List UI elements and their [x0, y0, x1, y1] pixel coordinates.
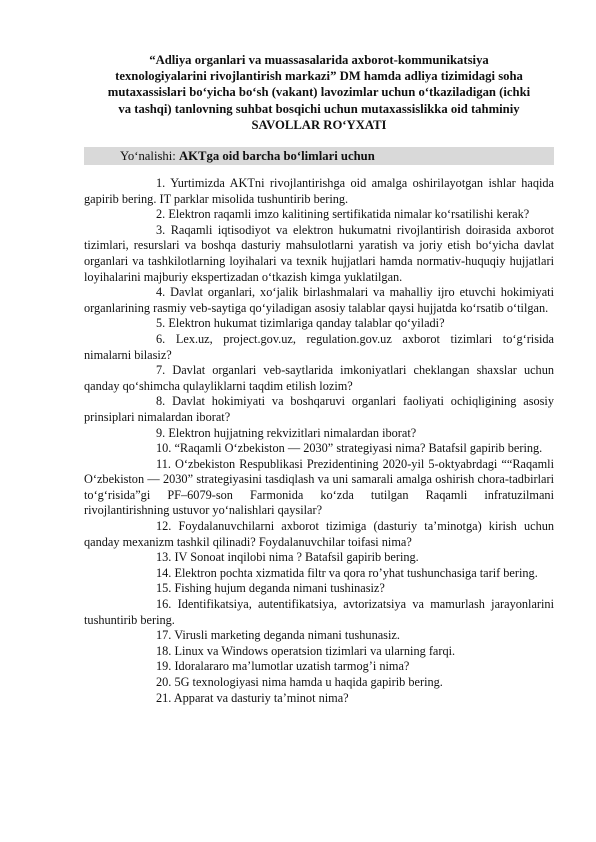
question-number: 11.	[156, 456, 171, 471]
question-number: 13.	[156, 550, 172, 565]
section-label: Yo‘nalishi:	[120, 149, 179, 164]
question-number: 3.	[156, 222, 166, 237]
question-text: Fishing hujum deganda nimani tushinasiz?	[174, 581, 385, 596]
question-number: 7.	[156, 363, 166, 378]
question-number: 1.	[156, 176, 166, 191]
question-text: Virusli marketing deganda nimani tushunasiz.	[174, 628, 400, 643]
question-item	[84, 207, 554, 223]
question-text: Davlat hokimiyati va boshqaruvi organlari faoliyati ochiqligining asosiy prinsiplari nimalardan iborat?	[84, 394, 554, 424]
question-text: O‘zbekiston Respublikasi Prezidentining 2020-yil 5-oktyabrdagi ““Raqamli O‘zbekiston — 2030” strategiyasini tasdiqlash va uni samarali amalga oshirish chora-tadbirlari to‘g‘risida”gi PF–6079-son Farmonida ko‘zda tutilgan Raqamli infratuzilmani rivojlantirishning ustuvor yo‘nalishlari qaysilar?	[84, 456, 555, 518]
question-item	[84, 691, 554, 707]
question-text: Raqamli iqtisodiyot va elektron hukumatni rivojlantirish doirasida axborot tizimlari, resurslari va boshqa dasturiy mahsulotlarni yaratish va joriy etish bo‘yicha davlat organlari va tashkilotlarning loyihalari va texnik hujjatlari hamda normativ-huquqiy hujjatlari loyihalarini majburiy ekspertizadan o‘tkazish kimga yuklatilgan.	[84, 222, 554, 284]
question-item	[84, 659, 554, 675]
question-item	[84, 316, 554, 332]
section-value: AKTga oid barcha bo‘limlari uchun	[179, 149, 375, 164]
question-item	[84, 644, 554, 660]
question-item	[84, 581, 554, 597]
question-number: 6.	[156, 331, 166, 346]
question-text: 5G texnologiyasi nima hamda u haqida gapirib bering.	[174, 675, 443, 690]
question-item	[84, 519, 554, 550]
question-text: Apparat va dasturiy ta’minot nima?	[173, 690, 349, 705]
section-heading	[120, 148, 375, 164]
question-item	[84, 597, 554, 628]
title-line: va tashqi) tanlovning suhbat bosqichi uchun mutaxassislikka oid tahminiy	[118, 101, 520, 116]
document-title	[84, 52, 554, 133]
question-item	[84, 176, 554, 207]
question-item	[84, 441, 554, 457]
question-number: 14.	[156, 565, 172, 580]
question-number: 12.	[156, 519, 172, 534]
question-number: 2.	[156, 207, 166, 222]
question-number: 10.	[156, 441, 172, 456]
title-line: texnologiyalarini rivojlantirish markazi” DM hamda adliya tizimidagi soha	[115, 69, 523, 84]
question-item	[84, 675, 554, 691]
question-text: Elektron pochta xizmatida filtr va qora ro’yhat tushunchasiga tarif bering.	[174, 565, 538, 580]
question-number: 20.	[156, 675, 172, 690]
title-line: SAVOLLAR RO‘YXATI	[251, 117, 387, 132]
question-text: Linux va Windows operatsion tizimlari va ularning farqi.	[174, 643, 456, 658]
question-item	[84, 223, 554, 285]
question-text: Yurtimizda AKTni rivojlantirishga oid amalga oshirilayotgan ishlar haqida gapirib bering. IT parklar misolida tushuntirib bering.	[84, 176, 554, 206]
question-text: Idoralararo ma’lumotlar uzatish tarmog’i nima?	[174, 659, 410, 674]
question-number: 8.	[156, 394, 166, 409]
title-line: “Adliya organlari va muassasalarida axborot-kommunikatsiya	[149, 53, 489, 67]
question-text: “Raqamli O‘zbekiston — 2030” strategiyasi nima? Batafsil gapirib bering.	[174, 441, 543, 456]
document-page	[84, 52, 554, 706]
question-text: Elektron hujjatning rekvizitlari nimalardan iborat?	[168, 425, 417, 440]
question-number: 17.	[156, 628, 172, 643]
question-item	[84, 332, 554, 363]
question-number: 15.	[156, 581, 172, 596]
question-item	[84, 566, 554, 582]
question-item	[84, 628, 554, 644]
question-text: Foydalanuvchilarni axborot tizimiga (dasturiy ta’minotga) kirish uchun qanday mexanizm tashkil qilinadi? Foydalanuvchilar toifasi nima?	[84, 519, 555, 549]
question-item	[84, 394, 554, 425]
question-text: Davlat organlari, xo‘jalik birlashmalari va mahalliy ijro etuvchi hokimiyati organlarining rasmiy veb-saytiga qo‘yiladigan asosiy talablar qaysi hujjatda ko‘rsatib o‘tilgan.	[84, 285, 554, 315]
question-item	[84, 426, 554, 442]
question-text: Elektron raqamli imzo kalitining sertifikatida nimalar ko‘rsatilishi kerak?	[168, 207, 530, 222]
question-item	[84, 363, 554, 394]
question-text: Elektron hukumat tizimlariga qanday talablar qo‘yiladi?	[168, 316, 445, 331]
question-list	[84, 176, 554, 706]
question-number: 9.	[156, 425, 166, 440]
question-text: Identifikatsiya, autentifikatsiya, avtorizatsiya va mamurlash jarayonlarini tushuntirib bering.	[84, 597, 554, 627]
question-text: IV Sonoat inqilobi nima ? Batafsil gapirib bering.	[174, 550, 419, 565]
question-number: 19.	[156, 659, 172, 674]
question-number: 18.	[156, 643, 172, 658]
question-text: Davlat organlari veb-saytlarida imkoniyatlari cheklangan shaxslar uchun qanday qo‘shimcha qulayliklarni taqdim etilish lozim?	[84, 363, 555, 393]
question-item	[84, 285, 554, 316]
question-number: 4.	[156, 285, 166, 300]
question-number: 16.	[156, 597, 172, 612]
question-item	[84, 550, 554, 566]
section-heading-bar	[84, 147, 554, 165]
title-line: mutaxassislari bo‘yicha bo‘sh (vakant) lavozimlar uchun o‘tkaziladigan (ichki	[107, 85, 531, 100]
question-number: 21.	[156, 690, 172, 705]
question-number: 5.	[156, 316, 166, 331]
question-item	[84, 457, 554, 519]
question-text: Lex.uz, project.gov.uz, regulation.gov.uz axborot tizimlari to‘g‘risida nimalarni bilasiz?	[84, 331, 555, 362]
